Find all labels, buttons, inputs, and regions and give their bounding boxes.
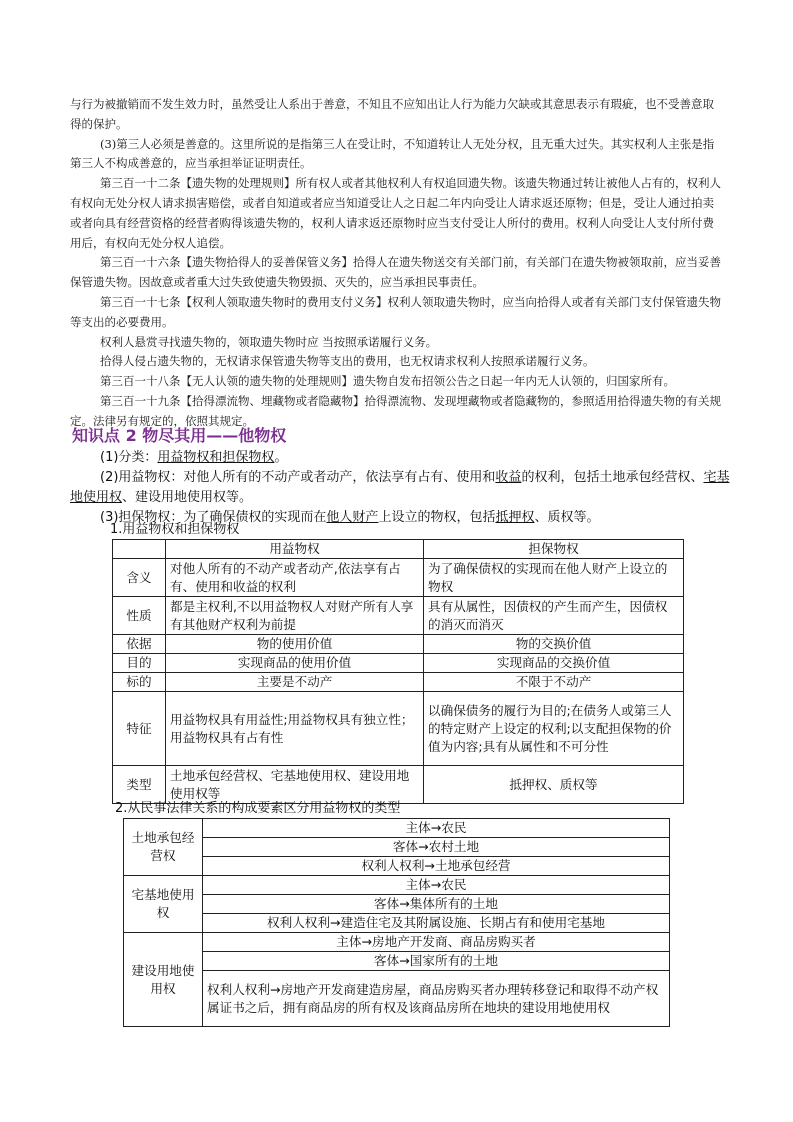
table-cell: 客体→集体所有的土地 <box>203 895 670 914</box>
row-header: 含义 <box>113 559 166 597</box>
table-cell: 权利人权利→土地承包经营 <box>203 857 670 876</box>
table-cell: 为了确保债权的实现而在他人财产上设立的物权 <box>424 559 684 597</box>
row-header: 依据 <box>113 635 166 654</box>
table-row <box>124 952 670 971</box>
table-cell: 主体→房地产开发商、商品房购买者 <box>203 933 670 952</box>
intro-text <box>70 95 725 432</box>
table-row <box>124 857 670 876</box>
table-header-row <box>113 540 684 559</box>
paragraph: 第三百一十七条【权利人领取遗失物时的费用支付义务】权利人领取遗失物时，应当向拾得人或者有关部门支付保管遗失物等支出的必要费用。 <box>70 294 721 329</box>
table-row <box>124 971 670 1027</box>
table-cell: 都是主权利,不以用益物权人对财产所有人享有其他财产权利为前提 <box>166 597 424 635</box>
table-row <box>124 914 670 933</box>
group-header: 建设用地使用权 <box>124 933 203 1027</box>
table-cell: 物的使用价值 <box>166 635 424 654</box>
comparison-table <box>112 539 684 804</box>
table-row <box>113 766 684 804</box>
table-row <box>113 635 684 654</box>
paragraph: 拾得人侵占遗失物的，无权请求保管遗失物等支出的费用，也无权请求权利人按照承诺履行义务。 <box>100 354 595 369</box>
paragraph: 第三百一十二条【遗失物的处理规则】所有权人或者其他权利人有权追回遗失物。该遗失物通过转让被他人占有的，权利人有权向无处分权人请求损害赔偿，或者自知道或者应当知道受让人之日起二年内向受让人请求返还原物；但是，受让人通过拍卖或者向具有经营资格的经营者购得该遗失物的，权利人请求返还原物时应当支付受让人所付的费用。权利人向受让人支付所付费用后，有权向无处分权人追偿。 <box>70 176 721 250</box>
table-cell: 用益物权具有用益性;用益物权具有独立性；用益物权具有占有性 <box>166 692 424 766</box>
table-row <box>124 895 670 914</box>
table-cell: 主体→农民 <box>203 819 670 838</box>
table-row <box>124 838 670 857</box>
group-header: 宅基地使用权 <box>124 876 203 933</box>
table-cell: 实现商品的使用价值 <box>166 654 424 673</box>
table-cell: 客体→国家所有的土地 <box>203 952 670 971</box>
table-cell: 主要是不动产 <box>166 673 424 692</box>
table-cell: 对他人所有的不动产或者动产,依法享有占有、使用和收益的权利 <box>166 559 424 597</box>
knowledge-points <box>70 448 735 528</box>
table-cell: 权利人权利→建造住宅及其附属设施、长期占有和使用宅基地 <box>203 914 670 933</box>
section-heading: 知识点 2 物尽其用——他物权 <box>72 426 287 445</box>
table-cell: 客体→农村土地 <box>203 838 670 857</box>
paragraph: 第三百一十九条【拾得漂流物、埋藏物或者隐藏物】拾得漂流物、发现埋藏物或者隐藏物的，参照适用拾得遗失物的有关规定。法律另有规定的，依照其规定。 <box>70 393 721 428</box>
table-row <box>124 819 670 838</box>
paragraph: 与行为被撤销而不发生效力时，虽然受让人系出于善意，不知且不应知出让人行为能力欠缺或其意思表示有瑕疵，也不受善意取得的保护。 <box>70 97 714 131</box>
header-cell: 用益物权 <box>166 540 424 559</box>
table-cell: 具有从属性，因债权的产生而产生，因债权的消灭而消灭 <box>424 597 684 635</box>
table-row <box>113 597 684 635</box>
point-security: (3)担保物权：为了确保债权的实现而在他人财产上设立的物权，包括抵押权、质权等。 <box>100 510 600 525</box>
table-cell: 物的交换价值 <box>424 635 684 654</box>
row-header: 目的 <box>113 654 166 673</box>
table-cell: 不限于不动产 <box>424 673 684 692</box>
table-row <box>113 673 684 692</box>
table-cell: 以确保债务的履行为目的;在债务人或第三人的特定财产上设定的权利;以支配担保物的价值为内容;具有从属性和不可分性 <box>424 692 684 766</box>
paragraph: 权利人悬赏寻找遗失物的，领取遗失物时应 当按照承诺履行义务。 <box>100 334 438 349</box>
paragraph: 第三百一十六条【遗失物拾得人的妥善保管义务】拾得人在遗失物送交有关部门前，有关部门在遗失物被领取前，应当妥善保管遗失物。因故意或者重大过失致使遗失物毁损、灭失的，应当承担民事责任。 <box>70 255 721 290</box>
table-row <box>113 559 684 597</box>
table-row <box>124 876 670 895</box>
row-header: 特征 <box>113 692 166 766</box>
table-cell: 主体→农民 <box>203 876 670 895</box>
point-usufruct: (2)用益物权：对他人所有的不动产或者动产，依法享有占有、使用和收益的权利，包括土地承包经营权、宅基地使用权、建设用地使用权等。 <box>70 470 730 505</box>
usufruct-types-table <box>123 818 670 1027</box>
paragraph: 第三百一十八条【无人认领的遗失物的处理规则】遗失物自发布招领公告之日起一年内无人认领的，归国家所有。 <box>100 374 675 389</box>
group-header: 土地承包经营权 <box>124 819 203 876</box>
table2-caption: 2.从民事法律关系的构成要素区分用益物权的类型 <box>115 801 401 816</box>
row-header: 性质 <box>113 597 166 635</box>
row-header: 标的 <box>113 673 166 692</box>
row-header: 类型 <box>113 766 166 804</box>
table-row <box>124 933 670 952</box>
table1-caption: 1.用益物权和担保物权 <box>110 522 240 537</box>
table-cell: 土地承包经营权、宅基地使用权、建设用地使用权等 <box>166 766 424 804</box>
header-cell: 担保物权 <box>424 540 684 559</box>
table-row <box>113 654 684 673</box>
table-cell: 权利人权利→房地产开发商建造房屋，商品房购买者办理转移登记和取得不动产权属证书之后，拥有商品房的所有权及该商品房所在地块的建设用地使用权 <box>203 971 670 1027</box>
table-row <box>113 692 684 766</box>
table-cell: 实现商品的交换价值 <box>424 654 684 673</box>
table-cell: 抵押权、质权等 <box>424 766 684 804</box>
point-classification: (1)分类：用益物权和担保物权。 <box>100 450 288 465</box>
paragraph: (3)第三人必须是善意的。这里所说的是指第三人在受让时，不知道转让人无处分权，且无重大过失。其实权利人主张是指第三人不构成善意的，应当承担举证证明责任。 <box>70 136 715 171</box>
